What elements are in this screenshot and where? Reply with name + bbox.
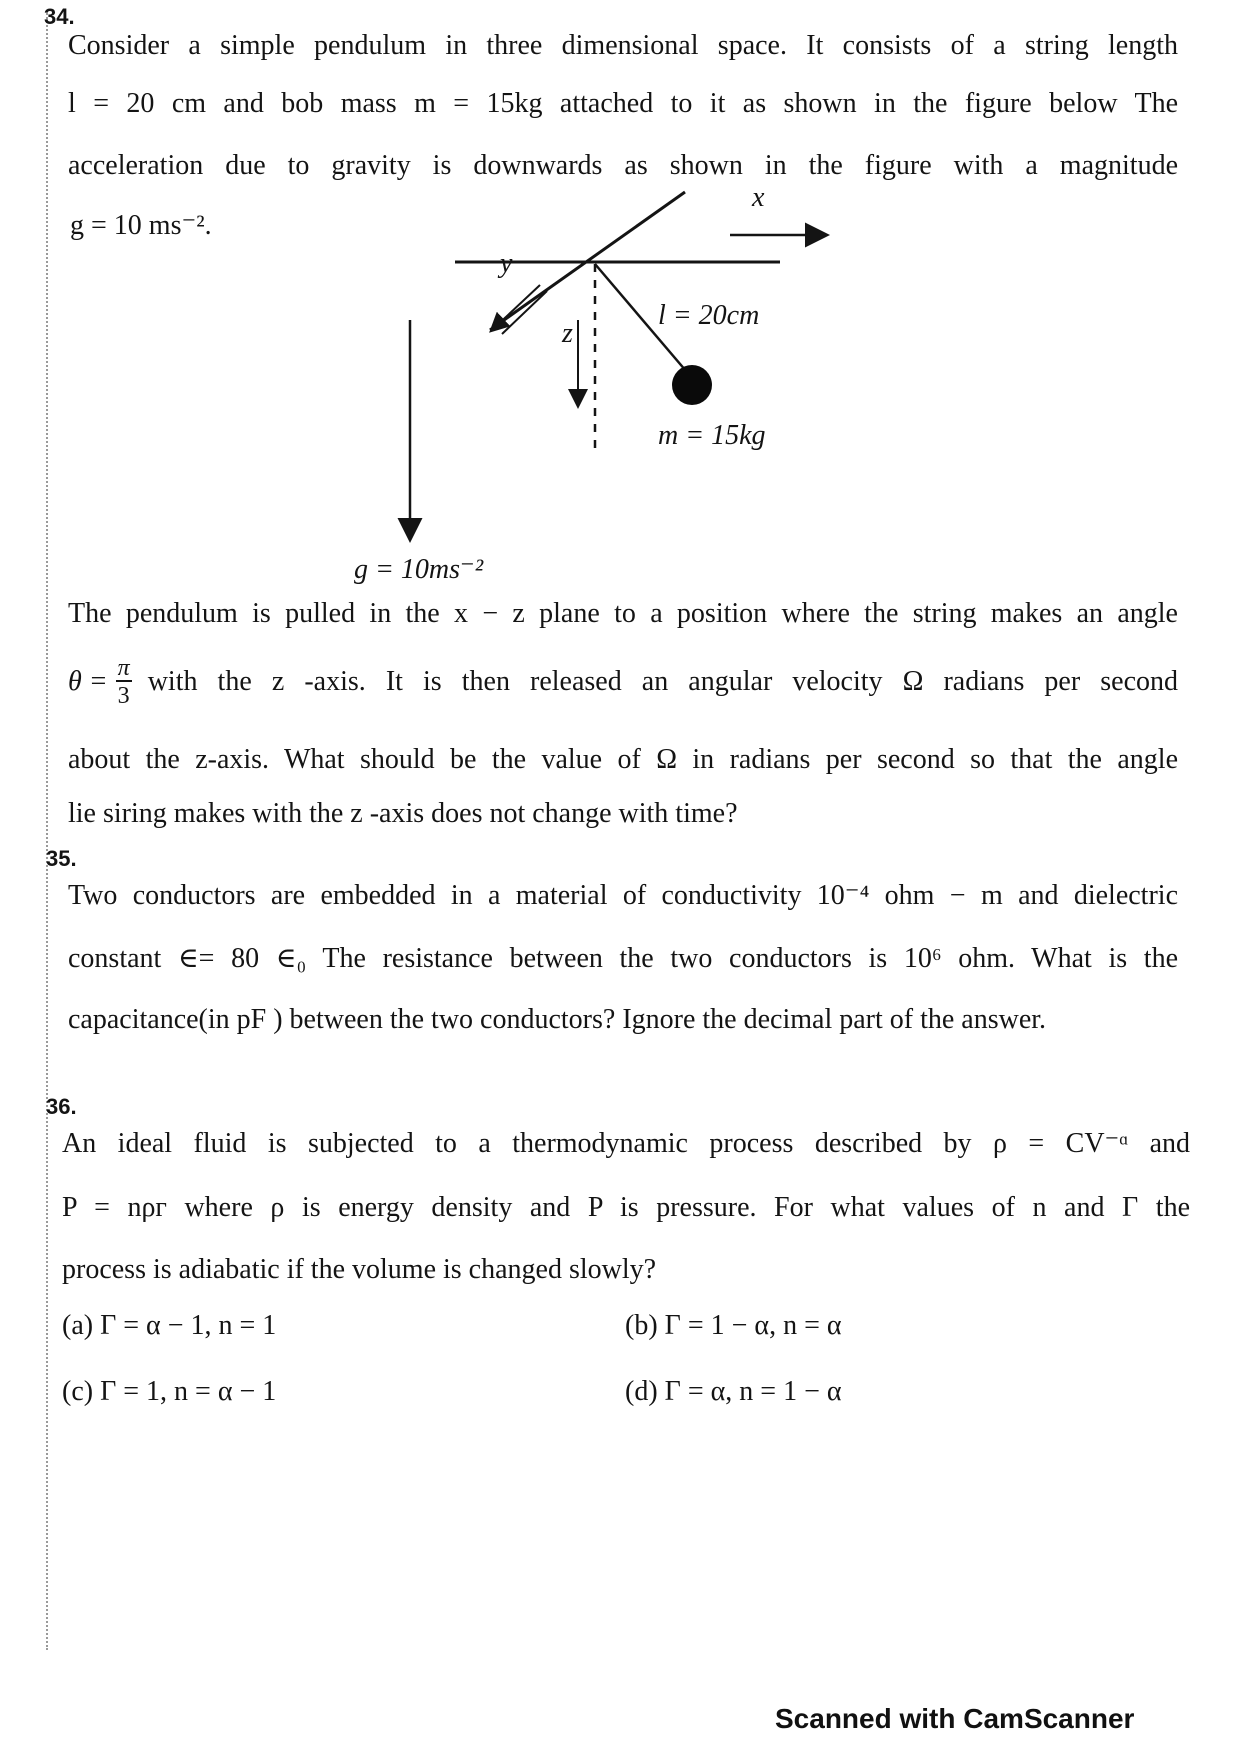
question-34-number: 34.: [44, 4, 75, 29]
page-edge: [46, 10, 52, 1650]
gravity-label: g = 10ms⁻²: [354, 554, 484, 585]
theta-suffix: with the z -axis. It is then released an angular velocity Ω radians per second: [147, 666, 1178, 697]
q36-option-c: (c) Γ = 1, n = α − 1: [62, 1376, 277, 1407]
q34-line-5: The pendulum is pulled in the x − z plane to a position where the string makes an angle: [68, 598, 1178, 629]
theta-prefix: θ =: [68, 666, 108, 697]
bob-mass-label: m = 15kg: [658, 420, 766, 451]
q34-line-2: l = 20 cm and bob mass m = 15kg attached to it as shown in the figure below The: [68, 88, 1178, 119]
q34-line-6: about the z-axis. What should be the value of Ω in radians per second so that the angle: [68, 744, 1178, 775]
theta-fraction: [116, 656, 132, 708]
q34-line-4: g = 10 ms⁻².: [70, 210, 212, 241]
camscanner-watermark: Scanned with CamScanner: [775, 1703, 1135, 1734]
q34-line-3: acceleration due to gravity is downwards as shown in the figure with a magnitude: [68, 150, 1178, 181]
q36-line-1: An ideal fluid is subjected to a thermodynamic process described by ρ = CV⁻ᵅ and: [62, 1128, 1190, 1159]
q36-option-a: (a) Γ = α − 1, n = 1: [62, 1310, 277, 1341]
q36-option-d: (d) Γ = α, n = 1 − α: [625, 1376, 842, 1407]
y-axis-arrow: [492, 285, 540, 330]
z-axis-label: z: [562, 318, 573, 349]
y-axis-label: y: [500, 248, 513, 279]
question-35-number: 35.: [46, 846, 77, 871]
q34-line-7: lie siring makes with the z -axis does not change with time?: [68, 798, 738, 829]
question-36-number: 36.: [46, 1094, 77, 1119]
pendulum-figure: [340, 180, 800, 600]
q35-line-2: constant ∈= 80 ∈₀ The resistance between the two conductors is 10⁶ ohm. What is the: [68, 943, 1178, 974]
pendulum-bob: [672, 365, 712, 405]
q36-option-b: (b) Γ = 1 − α, n = α: [625, 1310, 842, 1341]
q35-line-1: Two conductors are embedded in a material of conductivity 10⁻⁴ ohm − m and dielectric: [68, 880, 1178, 911]
q34-theta-line: [68, 656, 1178, 708]
y-axis-arrow-shadow: [502, 291, 547, 334]
x-axis-label: x: [752, 182, 765, 213]
q36-line-3: process is adiabatic if the volume is changed slowly?: [62, 1254, 657, 1285]
theta-numerator: π: [117, 655, 130, 681]
q35-line-3: capacitance(in pF ) between the two conductors? Ignore the decimal part of the answer.: [68, 1004, 1047, 1035]
theta-denominator: 3: [117, 683, 130, 709]
q36-line-2: P = nρᴦ where ρ is energy density and P is pressure. For what values of n and Γ the: [62, 1192, 1190, 1223]
string-length-label: l = 20cm: [658, 300, 760, 331]
pendulum-diagram: [340, 180, 800, 600]
q34-line-1: Consider a simple pendulum in three dimensional space. It consists of a string length: [68, 30, 1178, 61]
